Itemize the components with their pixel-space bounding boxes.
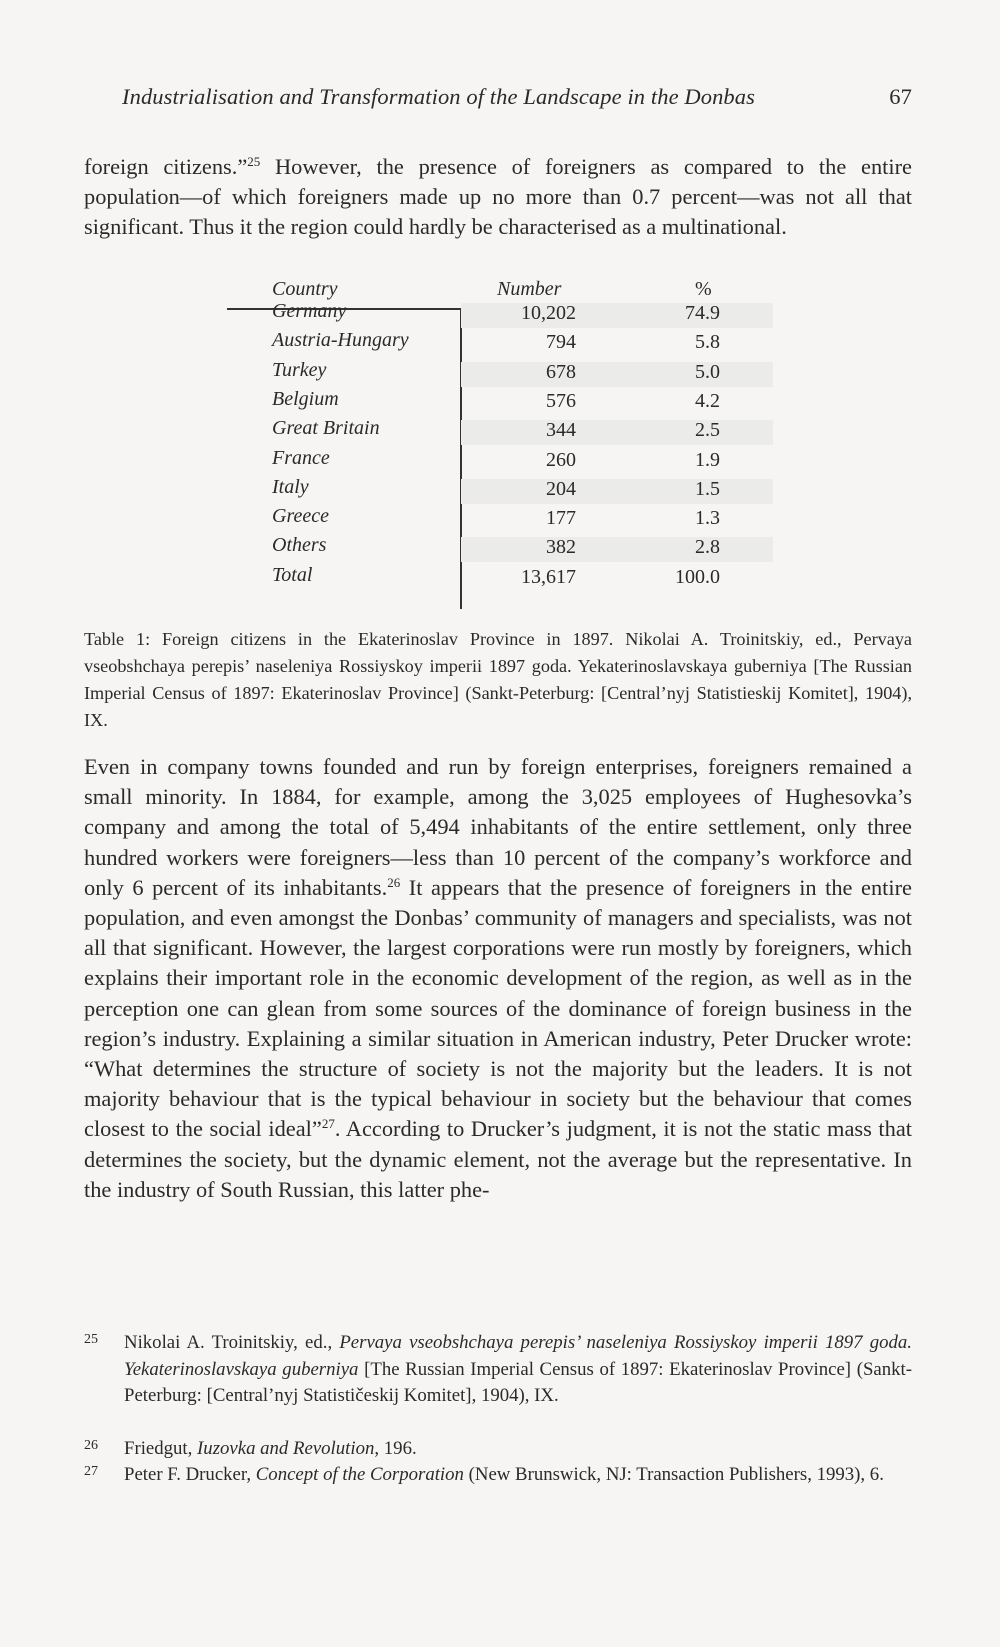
paragraph-2-text-a: Even in company towns founded and run by foreign enterprises, foreigners remained a small minority. In 1884, for example, among the 3,025 employees of Hughesovka’s company and among the total of 5,494 inhabitants of the entire settlement, only three hundred workers were foreigners—less than 10 percent of the company’s workforce and only 6 percent of its inhabitants. <box>84 754 912 900</box>
cell-number: 177 <box>546 507 576 530</box>
cell-country: Greece <box>272 505 329 528</box>
footnote-text: Friedgut, <box>124 1438 198 1459</box>
paragraph-2-text-b: It appears that the presence of foreigners in the entire population, and even amongst the Donbas’ community of managers and specialists, was not all that significant. However, the largest corporations were run mostly by foreigners, which explains their important role in the economic development of the region, as well as in the perception one can glean from some sources of the dominance of foreign business in the region’s industry. Explaining a similar situation in American industry, Peter Drucker wrote: “What determines the structure of society is not the majority but the leaders. It is not majority behaviour that is the typical behaviour in society but the behaviour that comes closest to the social ideal” <box>84 874 912 1142</box>
footnote-title: Pervaya vseobshchaya perepis’ naseleniya Rossiyskoy imperii 1897 goda. Yekaterinoslavskaya guberniya <box>124 1332 912 1380</box>
footnote-ref-26[interactable]: 26 <box>387 874 401 890</box>
footnote-title: Concept of the Corporation <box>255 1464 464 1485</box>
footnote-text: (New Brunswick, NJ: Transaction Publishers, 1993), 6. <box>463 1464 884 1485</box>
cell-country: Great Britain <box>272 417 380 440</box>
table-header-percent: % <box>695 278 712 300</box>
cell-number: 794 <box>546 331 576 354</box>
cell-country: France <box>272 446 330 469</box>
table-header-country: Country <box>272 278 338 300</box>
footnote-text: Peter F. Drucker, <box>124 1464 256 1485</box>
footnote-26 <box>84 1436 912 1463</box>
running-header-title: Industrialisation and Transformation of the Landscape in the Donbas <box>122 84 755 109</box>
cell-country: Total <box>272 563 313 586</box>
cell-country: Turkey <box>272 358 327 381</box>
table-row <box>0 564 1000 594</box>
cell-percent: 1.9 <box>695 448 720 471</box>
row-shading <box>461 420 773 445</box>
cell-number: 576 <box>546 389 576 412</box>
cell-percent: 1.3 <box>695 507 720 530</box>
footnote-text: [The Russian Imperial Census of 1897: Ekaterinoslav Province] (Sankt-Peterburg: [Central’nyj Statističeskij Komitet], 1904), IX. <box>124 1358 912 1406</box>
cell-number: 678 <box>546 360 576 383</box>
table-row <box>0 300 1000 330</box>
table-row <box>0 447 1000 477</box>
footnote-ref-27[interactable]: 27 <box>321 1116 335 1132</box>
footnote-text: , 196. <box>374 1438 417 1459</box>
cell-percent: 2.5 <box>695 419 720 442</box>
cell-percent: 1.5 <box>695 477 720 500</box>
page-number: 67 <box>889 84 912 109</box>
cell-percent: 2.8 <box>695 536 720 559</box>
cell-country: Austria-Hungary <box>272 329 409 352</box>
table-caption: Table 1: Foreign citizens in the Ekaterinoslav Province in 1897. Nikolai A. Troinitskiy, ed., Pervaya vseobshchaya perepis’ naseleniya Rossiyskoy imperii 1897 goda. Yekaterinoslavskaya guberniya [The Russian Imperial Census of 1897: Ekaterinoslav Province] (Sankt-Peterburg: [Central’nyj Statistieskij Komitet], 1904), IX. <box>84 629 912 730</box>
cell-country: Germany <box>272 300 347 322</box>
footnote-27 <box>84 1462 912 1489</box>
table-row <box>0 359 1000 389</box>
cell-number: 204 <box>546 477 576 500</box>
footnote-number: 25 <box>84 1332 98 1347</box>
table-row <box>0 388 1000 418</box>
table-header-number: Number <box>497 278 562 300</box>
cell-number: 344 <box>546 419 576 442</box>
paragraph-1 <box>84 152 912 243</box>
row-shading <box>461 479 773 504</box>
cell-percent: 100.0 <box>675 565 720 588</box>
cell-country: Belgium <box>272 387 339 410</box>
footnote-number: 27 <box>84 1464 98 1479</box>
row-shading <box>461 303 773 328</box>
cell-country: Italy <box>272 475 309 498</box>
table-row <box>0 505 1000 535</box>
cell-percent: 74.9 <box>685 302 720 324</box>
footnote-ref-25[interactable]: 25 <box>247 154 261 169</box>
cell-percent: 5.8 <box>695 331 720 354</box>
table-row <box>0 417 1000 447</box>
paragraph-2 <box>84 752 912 1205</box>
running-header <box>122 84 912 110</box>
cell-number: 13,617 <box>521 565 576 588</box>
cell-country: Others <box>272 534 327 557</box>
cell-percent: 5.0 <box>695 360 720 383</box>
cell-percent: 4.2 <box>695 389 720 412</box>
paragraph-2-text-c: . According to Drucker’s judgment, it is not the static mass that determines the society, but the dynamic element, not the average but the representative. In the industry of South Russian, this latter phe- <box>84 1116 912 1202</box>
footnote-25 <box>84 1330 912 1410</box>
paragraph-1-text-b: However, the presence of foreigners as compared to the entire population—of which foreigners made up no more than 0.7 percent—was not all that significant. Thus it the region could hardly be characterised as a multinational. <box>84 154 912 240</box>
table-row <box>0 329 1000 359</box>
row-shading <box>461 537 773 562</box>
footnote-title: Iuzovka and Revolution <box>197 1438 375 1459</box>
footnote-number: 26 <box>84 1438 98 1453</box>
footnote-text: Nikolai A. Troinitskiy, ed., <box>124 1332 340 1353</box>
paragraph-1-text-a: foreign citizens.” <box>84 154 248 179</box>
cell-number: 10,202 <box>521 302 576 324</box>
table-row <box>0 476 1000 506</box>
table-row <box>0 534 1000 564</box>
cell-number: 382 <box>546 536 576 559</box>
cell-number: 260 <box>546 448 576 471</box>
row-shading <box>461 362 773 387</box>
